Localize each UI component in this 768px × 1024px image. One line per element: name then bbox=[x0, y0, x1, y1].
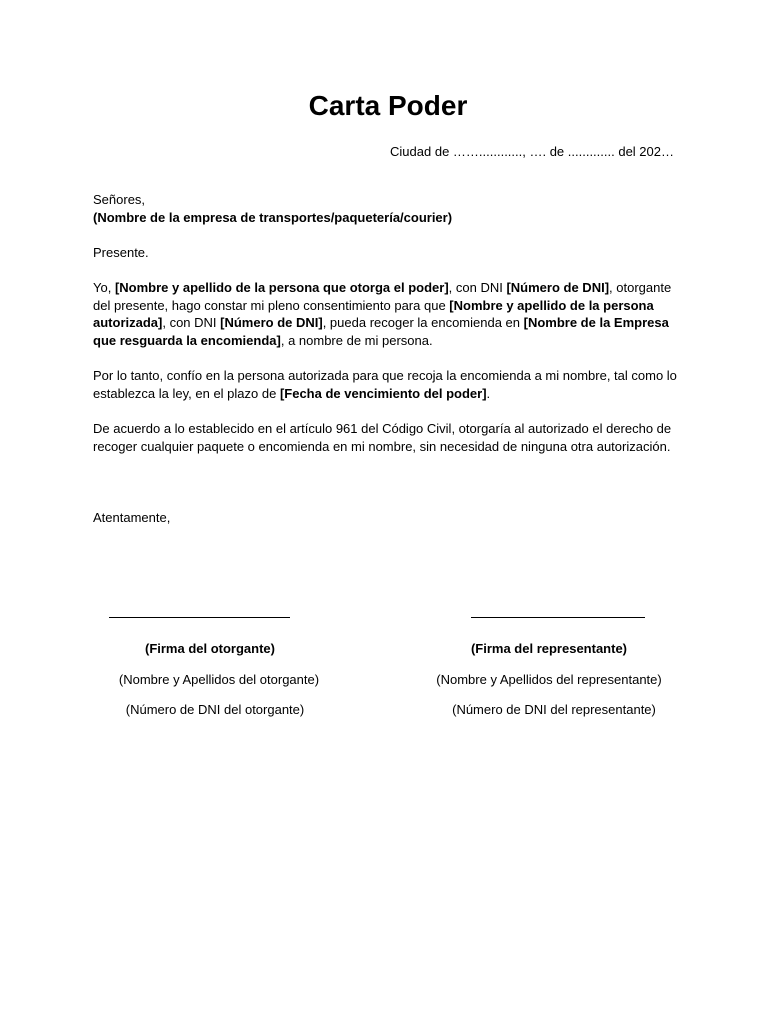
paragraph-text: . bbox=[486, 385, 491, 401]
salutation-line: Señores, bbox=[93, 192, 146, 207]
authorized-name-placeholder: [Nombre y apellido de la persona autorizada] bbox=[93, 297, 654, 330]
salutation bbox=[93, 191, 683, 226]
presente-line: Presente. bbox=[93, 245, 149, 260]
signature-dni-representative: (Número de DNI del representante) bbox=[452, 702, 656, 717]
paragraph-legal: De acuerdo a lo establecido en el artículo 961 del Código Civil, otorgaría al autorizado el derecho de recoger cualquier paquete o encomienda en mi nombre, sin necesidad de ninguna otra autorización. bbox=[93, 421, 672, 454]
signature-role-grantor: (Firma del otorgante) bbox=[144, 641, 275, 656]
paragraph-text: , con DNI bbox=[448, 280, 507, 295]
paragraph-text: Yo, bbox=[93, 280, 115, 295]
holding-company-placeholder: [Nombre de la Empresa que resguarda la encomienda] bbox=[93, 315, 669, 348]
grantor-name-placeholder: [Nombre y apellido de la persona que otorga el poder] bbox=[114, 280, 449, 295]
signature-role-representative: (Firma del representante) bbox=[470, 641, 628, 656]
paragraph-text: , otorgante del presente, hago constar mi pleno consentimiento para que bbox=[93, 280, 672, 313]
signature-line-grantor bbox=[109, 617, 290, 618]
grantor-dni-placeholder: [Número de DNI] bbox=[506, 280, 610, 295]
signature-line-representative bbox=[471, 617, 645, 618]
paragraph-trust bbox=[93, 367, 683, 402]
signature-name-representative: (Nombre y Apellidos del representante) bbox=[436, 672, 662, 687]
signature-dni-grantor: (Número de DNI del otorgante) bbox=[125, 702, 305, 717]
company-name-placeholder: (Nombre de la empresa de transportes/paquetería/courier) bbox=[93, 209, 453, 225]
paragraph-consent bbox=[93, 279, 683, 349]
document-title: Carta Poder bbox=[308, 90, 468, 121]
paragraph-text: , pueda recoger la encomienda en bbox=[322, 315, 524, 330]
authorized-dni-placeholder: [Número de DNI] bbox=[220, 315, 323, 330]
paragraph-text: , con DNI bbox=[162, 315, 221, 330]
closing-line: Atentamente, bbox=[93, 510, 171, 525]
paragraph-text: Por lo tanto, confío en la persona autorizada para que recoja la encomienda a mi nombre, tal como lo establezca la ley, en el plazo de bbox=[93, 368, 677, 401]
signature-name-grantor: (Nombre y Apellidos del otorgante) bbox=[118, 672, 320, 687]
date-line: Ciudad de ……............, …. de ............. del 202… bbox=[390, 144, 674, 159]
expiry-date-placeholder: [Fecha de vencimiento del poder] bbox=[279, 385, 487, 401]
paragraph-text: , a nombre de mi persona. bbox=[280, 332, 433, 348]
